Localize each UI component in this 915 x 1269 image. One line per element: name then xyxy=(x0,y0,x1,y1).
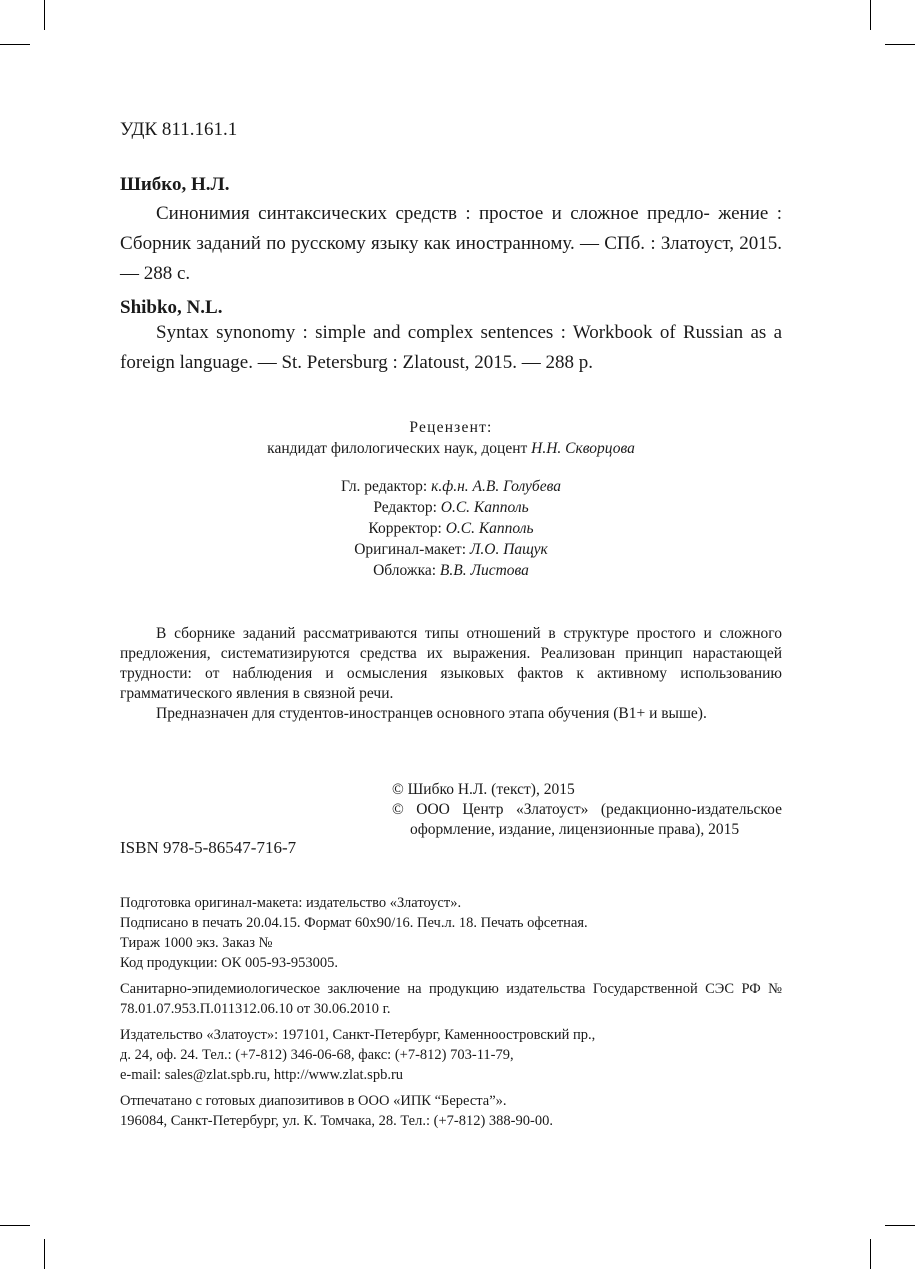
imprint-sanitary xyxy=(120,979,782,1019)
staff-layout: Оригинал-макет: Л.О. Пащук xyxy=(354,541,548,558)
imprint-printer-line: 196084, Санкт-Петербург, ул. К. Томчака, 28. Тел.: (+7-812) 388-90-00. xyxy=(120,1113,553,1129)
annotation-paragraph-1: В сборнике заданий рассматриваются типы отношений в структуре простого и сложного предложения, систематизируются средства их выражения. Реализован принцип нарастающей трудности: от наблюдения и осмысления языковых фактов к активному использованию грамматического явления в связной речи. xyxy=(120,625,782,702)
imprint-preparation xyxy=(120,893,782,973)
ru-author: Шибко, Н.Л. xyxy=(120,174,230,195)
crop-mark-bottom-right-h xyxy=(885,1225,915,1226)
ru-bibliographic-description xyxy=(120,199,782,289)
annotation xyxy=(120,624,782,724)
staff-cover: Обложка: В.В. Листова xyxy=(373,562,529,579)
imprint xyxy=(120,893,782,1137)
imprint-publisher-line: e-mail: sales@zlat.spb.ru, http://www.zlat.spb.ru xyxy=(120,1067,404,1083)
staff-proofreader: Корректор: О.С. Капполь xyxy=(368,520,534,537)
imprint-sanitary-text: Санитарно-эпидемиологическое заключение на продукцию издательства Государственной СЭС РФ № 78.01.07.953.П.011312.06.10 от 30.06.2010 г. xyxy=(120,981,782,1017)
staff-list xyxy=(120,476,782,581)
imprint-publisher-line: Издательство «Златоуст»: 197101, Санкт-Петербург, Каменноостровский пр., xyxy=(120,1027,596,1043)
copyright-publisher: © ООО Центр «Златоуст» (редакционно-издательское оформление, издание, лицензионные права), 2015 xyxy=(392,801,782,838)
reviewer-line: кандидат филологических наук, доцент Н.Н. Скворцова xyxy=(267,440,635,457)
ru-description-line: Синонимия синтаксических средств : простое и сложное предло- жение : Сборник заданий по русскому языку как иностранному. — СПб. : Златоуст, 2015. — 288 с. xyxy=(120,203,782,284)
copyright-block xyxy=(392,780,782,840)
imprint-prep-line: Тираж 1000 экз. Заказ № xyxy=(120,935,273,951)
crop-mark-bottom-right-v xyxy=(870,1239,871,1269)
crop-mark-bottom-left-h xyxy=(0,1225,30,1226)
en-description-line: Syntax synonomy : simple and complex sentences : Workbook of Russian as a foreign language. — St. Petersburg : Zlatoust, 2015. — 288 p. xyxy=(120,322,783,373)
crop-mark-top-left-h xyxy=(0,44,30,45)
staff-editor-in-chief: Гл. редактор: к.ф.н. А.В. Голубева xyxy=(341,478,561,495)
reviewer-label: Рецензент: xyxy=(409,419,493,436)
imprint-publisher xyxy=(120,1025,782,1085)
copyright-author: © Шибко Н.Л. (текст), 2015 xyxy=(392,781,575,798)
imprint-prep-line: Подписано в печать 20.04.15. Формат 60х90/16. Печ.л. 18. Печать офсетная. xyxy=(120,915,588,931)
imprint-printer xyxy=(120,1091,782,1131)
reviewer-block xyxy=(120,417,782,459)
isbn: ISBN 978-5-86547-716-7 xyxy=(120,838,297,857)
udk-code: УДК 811.161.1 xyxy=(120,119,238,140)
crop-mark-top-left-v xyxy=(44,0,45,30)
imprint-printer-line: Отпечатано с готовых диапозитивов в ООО «ИПК “Береста”». xyxy=(120,1093,507,1109)
crop-mark-bottom-left-v xyxy=(44,1239,45,1269)
crop-mark-top-right-v xyxy=(870,0,871,30)
imprint-publisher-line: д. 24, оф. 24. Тел.: (+7-812) 346-06-68, факс: (+7-812) 703-11-79, xyxy=(120,1047,514,1063)
annotation-paragraph-2: Предназначен для студентов-иностранцев основного этапа обучения (В1+ и выше). xyxy=(156,705,707,722)
crop-mark-top-right-h xyxy=(885,44,915,45)
en-bibliographic-description xyxy=(120,318,782,378)
en-author: Shibko, N.L. xyxy=(120,297,223,318)
imprint-prep-line: Код продукции: ОК 005-93-953005. xyxy=(120,955,339,971)
staff-editor: Редактор: О.С. Капполь xyxy=(373,499,529,516)
imprint-prep-line: Подготовка оригинал-макета: издательство «Златоуст». xyxy=(120,895,462,911)
reviewer-name: Н.Н. Скворцова xyxy=(531,440,635,457)
